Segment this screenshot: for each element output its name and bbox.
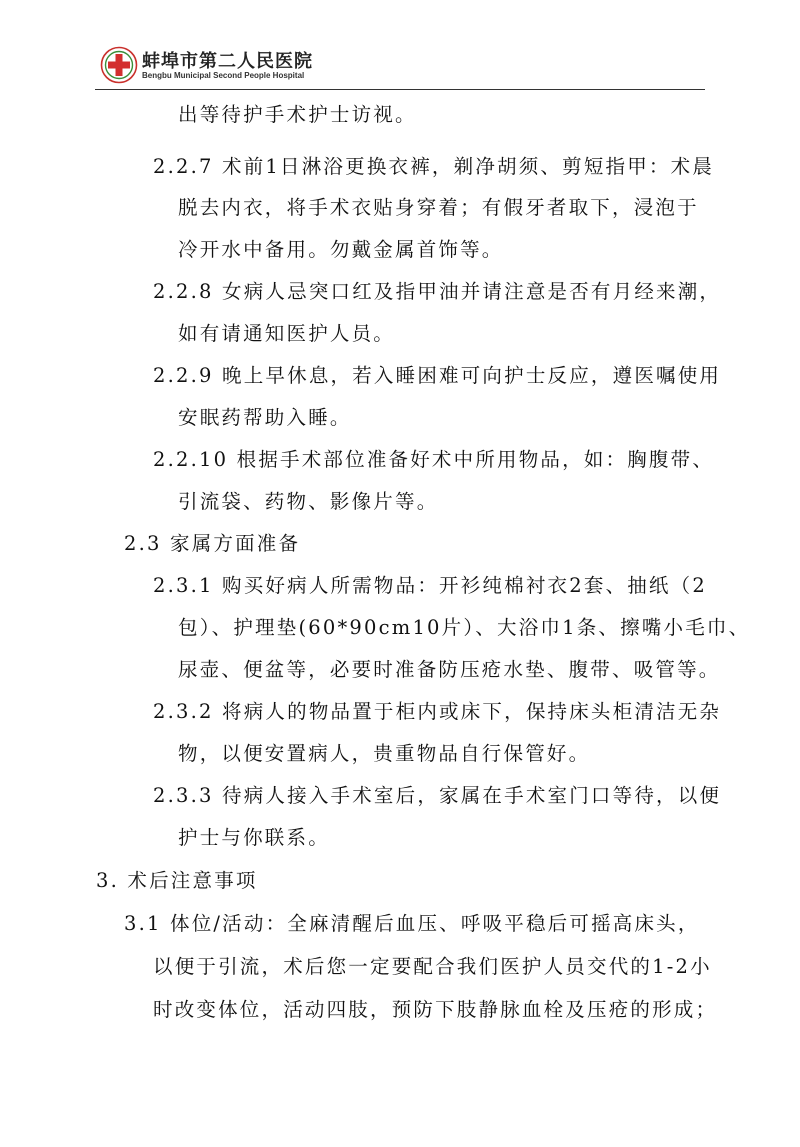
body-line: 冷开水中备用。勿戴金属首饰等。 (178, 238, 504, 261)
body-line: 以便于引流，术后您一定要配合我们医护人员交代的1-2小 (153, 955, 712, 978)
page-header (100, 44, 705, 90)
body-line: 安眠药帮助入睡。 (178, 406, 352, 429)
body-line: 护士与你联系。 (178, 826, 330, 849)
body-line: 2.3.1 购买好病人所需物品：开衫纯棉衬衣2套、抽纸（2 (153, 574, 707, 597)
body-line: 包）、护理垫(60*90cm10片）、大浴巾1条、擦嘴小毛巾、 (178, 616, 751, 639)
body-line: 2.2.9 晚上早休息，若入睡困难可向护士反应，遵医嘱使用 (153, 364, 722, 387)
body-line: 尿壶、便盆等，必要时准备防压疮水垫、腹带、吸管等。 (178, 658, 721, 681)
body-line: 3.1 体位/活动：全麻清醒后血压、呼吸平稳后可摇高床头， (124, 912, 700, 935)
hospital-name-english: Bengbu Municipal Second People Hospital (142, 71, 305, 80)
header-divider (95, 89, 705, 90)
body-line: 出等待护手术护士访视。 (178, 103, 417, 126)
body-line: 2.2.10 根据手术部位准备好术中所用物品，如：胸腹带、 (153, 448, 715, 471)
body-line: 时改变体位，活动四肢，预防下肢静脉血栓及压疮的形成； (153, 998, 718, 1021)
body-line: 2.2.7 术前1日淋浴更换衣裤，剃净胡须、剪短指甲：术晨 (153, 155, 715, 178)
body-line: 引流袋、药物、影像片等。 (178, 490, 439, 513)
body-line: 2.3.2 将病人的物品置于柜内或床下，保持床头柜清洁无杂 (153, 700, 722, 723)
body-line: 2.2.8 女病人忌突口红及指甲油并请注意是否有月经来潮， (153, 280, 722, 303)
body-line: 如有请通知医护人员。 (178, 322, 396, 345)
body-line: 2.3.3 待病人接入手术室后，家属在手术室门口等待，以便 (153, 784, 722, 807)
hospital-name-chinese: 蚌埠市第二人民医院 (142, 51, 313, 72)
body-line: 脱去内衣，将手术衣贴身穿着；有假牙者取下，浸泡于 (178, 196, 699, 219)
body-line: 物，以便安置病人，贵重物品自行保管好。 (178, 742, 591, 765)
section-heading: 3. 术后注意事项 (96, 869, 258, 892)
red-cross-hospital-logo-icon (100, 46, 138, 84)
section-heading: 2.3 家属方面准备 (124, 532, 301, 555)
